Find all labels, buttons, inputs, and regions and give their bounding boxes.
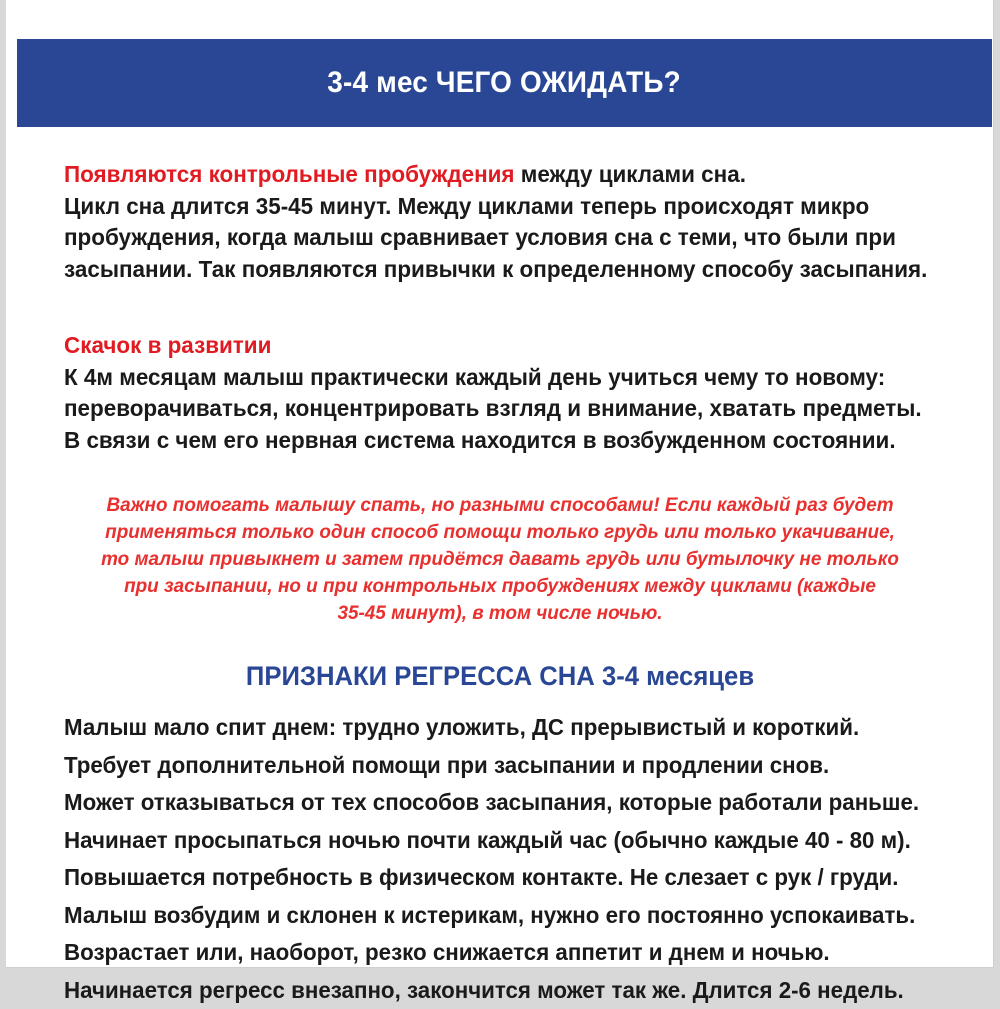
list-item: Может отказываться от тех способов засыпания, которые работали раньше. — [64, 784, 919, 822]
regression-signs-heading: ПРИЗНАКИ РЕГРЕССА СНА 3-4 месяцев — [31, 661, 970, 692]
callout-line: при засыпании, но и при контрольных пробуждениях между циклами (каждые — [71, 573, 928, 600]
callout-line: применяться только один способ помощи только грудь или только укачивание, — [71, 519, 928, 546]
list-item: Требует дополнительной помощи при засыпании и продлении снов. — [64, 747, 919, 785]
document-content — [6, 127, 994, 1009]
night-wakings-heading-rest: между циклами сна. — [515, 161, 746, 187]
page-title: 3-4 мес ЧЕГО ОЖИДАТЬ? — [328, 66, 682, 100]
callout-line: Важно помогать малышу спать, но разными способами! Если каждый раз будет — [71, 492, 928, 519]
callout-warning — [6, 492, 994, 627]
page-header-banner — [17, 39, 992, 127]
development-leap-heading: Скачок в развитии — [64, 330, 914, 362]
section-night-wakings — [6, 159, 994, 285]
list-item: Возрастает или, наоборот, резко снижается аппетит и днем и ночью. — [64, 934, 919, 972]
night-wakings-line: Цикл сна длится 35-45 минут. Между циклами теперь происходят микро — [64, 191, 914, 223]
list-item: Начинает просыпаться ночью почти каждый час (обычно каждые 40 - 80 м). — [64, 822, 919, 860]
development-leap-line: К 4м месяцам малыш практически каждый день учиться чему то новому: — [64, 362, 914, 394]
section-development-leap — [6, 330, 994, 456]
list-item: Повышается потребность в физическом контакте. Не слезает с рук / груди. — [64, 859, 919, 897]
list-item: Малыш мало спит днем: трудно уложить, ДС прерывистый и короткий. — [64, 709, 919, 747]
list-item: Малыш возбудим и склонен к истерикам, нужно его постоянно успокаивать. — [64, 897, 919, 935]
night-wakings-heading-line — [64, 159, 914, 191]
callout-line: то малыш привыкнет и затем придётся давать грудь или бутылочку не только — [71, 546, 928, 573]
development-leap-line: В связи с чем его нервная система находится в возбужденном состоянии. — [64, 425, 914, 457]
development-leap-line: переворачиваться, концентрировать взгляд и внимание, хватать предметы. — [64, 393, 914, 425]
night-wakings-line: пробуждения, когда малыш сравнивает условия сна с теми, что были при — [64, 222, 914, 254]
regression-signs-list — [6, 709, 994, 1009]
night-wakings-heading-red: Появляются контрольные пробуждения — [64, 161, 515, 187]
list-item: Начинается регресс внезапно, закончится может так же. Длится 2-6 недель. — [64, 972, 919, 1009]
night-wakings-line: засыпании. Так появляются привычки к определенному способу засыпания. — [64, 254, 914, 286]
document-page — [6, 0, 994, 968]
callout-line: 35-45 минут), в том числе ночью. — [71, 600, 928, 627]
